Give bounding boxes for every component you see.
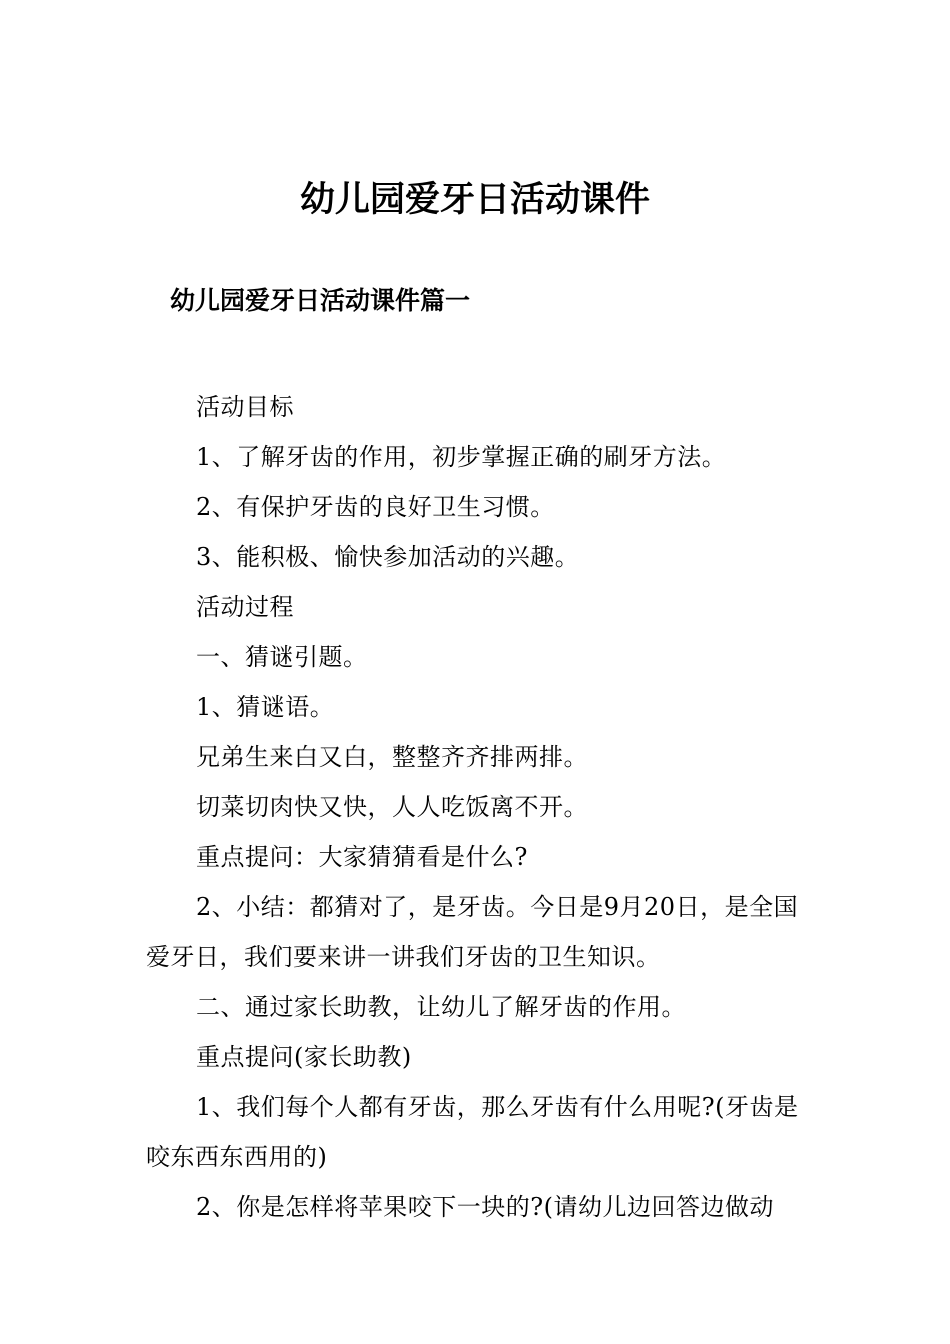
paragraph: 二、通过家长助教，让幼儿了解牙齿的作用。 (196, 993, 686, 1021)
paragraph: 1、了解牙齿的作用，初步掌握正确的刷牙方法。 (196, 443, 727, 471)
document-subtitle: 幼儿园爱牙日活动课件篇一 (170, 286, 471, 315)
paragraph: 1、我们每个人都有牙齿，那么牙齿有什么用呢?(牙齿是咬东西东西用的) (146, 1093, 799, 1171)
paragraph: 一、猜谜引题。 (196, 643, 368, 671)
paragraph: 活动目标 (196, 393, 294, 421)
paragraph: 2、你是怎样将苹果咬下一块的?(请幼儿边回答边做动 (196, 1193, 774, 1221)
paragraph: 2、有保护牙齿的良好卫生习惯。 (196, 493, 555, 521)
paragraph: 切菜切肉快又快，人人吃饭离不开。 (196, 793, 588, 821)
paragraph: 1、猜谜语。 (196, 693, 335, 721)
paragraph: 活动过程 (196, 593, 294, 621)
paragraph: 2、小结：都猜对了，是牙齿。今日是9月20日，是全国爱牙日，我们要来讲一讲我们牙齿的卫生知识。 (146, 893, 799, 971)
document-body (146, 382, 806, 1232)
paragraph: 3、能积极、愉快参加活动的兴趣。 (196, 543, 580, 571)
paragraph: 重点提问(家长助教) (196, 1043, 412, 1071)
document-title: 幼儿园爱牙日活动课件 (299, 180, 650, 220)
paragraph: 重点提问：大家猜猜看是什么? (196, 843, 528, 871)
paragraph: 兄弟生来白又白，整整齐齐排两排。 (196, 743, 588, 771)
